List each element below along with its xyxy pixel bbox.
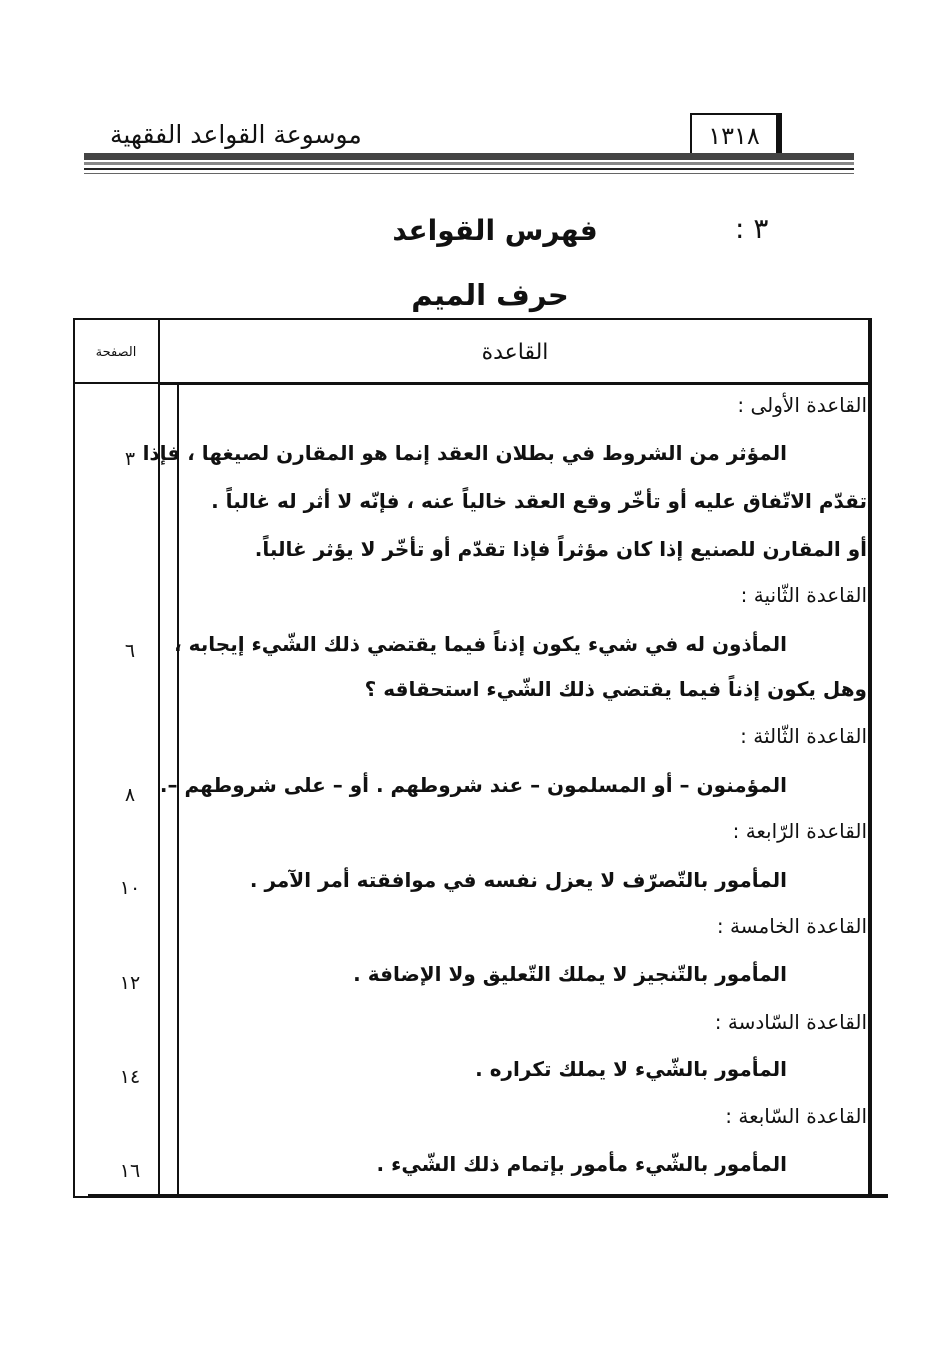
header-rule	[84, 153, 854, 177]
rule-text-line: المأمور بالتّنجيز لا يملك التّعليق ولا الإضافة .	[353, 962, 787, 986]
page-ref: ٣	[124, 448, 136, 470]
rule-heading: القاعدة الثّالثة :	[740, 724, 867, 748]
section-title: فهرس القواعد	[392, 214, 598, 247]
page-ref: ٨	[124, 784, 136, 806]
rule-text-line: المأمور بالشّيء مأمور بإتمام ذلك الشّيء .	[376, 1152, 787, 1176]
table-border	[868, 318, 872, 1198]
page-ref: ٦	[124, 640, 136, 662]
header-divider	[158, 384, 870, 385]
column-header-rule: القاعدة	[481, 340, 549, 365]
page-ref: ١٦	[119, 1160, 141, 1182]
page-number: ١٣١٨	[708, 122, 760, 150]
rule-heading: القاعدة الرّابعة :	[732, 819, 867, 843]
running-header-title: موسوعة القواعد الفقهية	[110, 120, 362, 149]
rule-heading: القاعدة السّابعة :	[725, 1104, 867, 1128]
letter-title: حرف الميم	[411, 278, 569, 312]
page-ref: ١٠	[119, 877, 141, 899]
page-number-box	[690, 113, 782, 157]
rule-text-line: المؤمنون – أو المسلمون – عند شروطهم . أو – على شروطهم –.	[159, 773, 787, 797]
rule-text-line: المأمور بالتّصرّف لا يعزل نفسه في موافقته أمر الآمر .	[249, 868, 787, 892]
rule-text-line: المأمور بالشّيء لا يملك تكراره .	[475, 1057, 787, 1081]
rule-text-line: وهل يكون إذناً فيما يقتضي ذلك الشّيء استحقاقه ؟	[364, 677, 867, 701]
rule-heading: القاعدة الثّانية :	[740, 583, 867, 607]
page-ref: ١٢	[119, 972, 141, 994]
rule-text-line: أو المقارن للصنيع إذا كان مؤثراً فإذا تقدّم أو تأخّر لا يؤثر غالباً.	[254, 537, 867, 561]
rule-heading: القاعدة الخامسة :	[716, 914, 867, 938]
rule-heading: القاعدة الأولى :	[737, 393, 867, 417]
rule-heading: القاعدة السّادسة :	[714, 1010, 867, 1034]
rule-text-line: تقدّم الاتّفاق عليه أو تأخّر وقع العقد خالياً عنه ، فإنّه لا أثر له غالباً .	[211, 489, 867, 513]
column-header-page: الصفحة	[95, 345, 137, 360]
rule-text-line: المؤثر من الشروط في بطلان العقد إنما هو المقارن لصيغها ، فإذا	[142, 441, 787, 465]
rule-text-line: المأذون له في شيء يكون إذناً فيما يقتضي ذلك الشّيء إيجابه ،	[174, 632, 787, 656]
table-border	[88, 1194, 888, 1198]
page-ref: ١٤	[119, 1066, 141, 1088]
section-number: ٣ :	[735, 212, 769, 245]
